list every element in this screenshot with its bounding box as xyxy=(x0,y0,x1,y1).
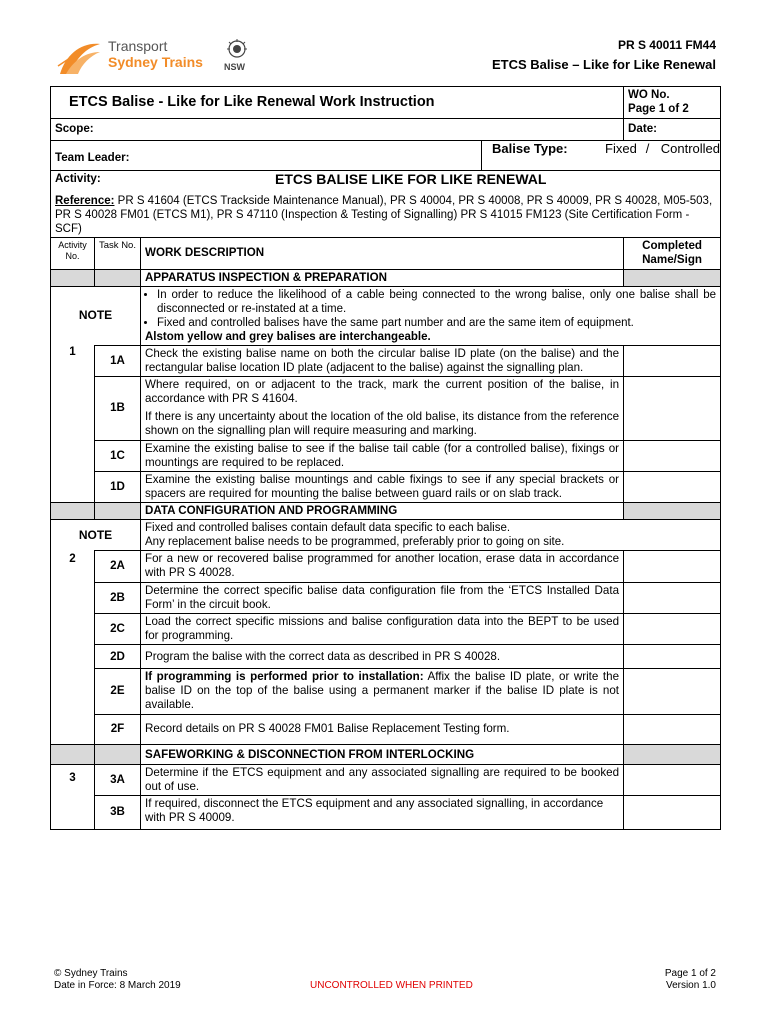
balise-type-controlled[interactable]: Controlled xyxy=(660,141,721,156)
footer-uncontrolled: UNCONTROLLED WHEN PRINTED xyxy=(310,980,473,991)
completed-cell-1b[interactable] xyxy=(624,377,721,441)
completed-cell-2e[interactable] xyxy=(624,669,721,714)
section-heading-1: APPARATUS INSPECTION & PREPARATION xyxy=(141,269,624,286)
col-activity-no: Activity No. xyxy=(51,237,95,269)
task-no-3a: 3A xyxy=(95,764,141,795)
task-text-3a: Determine if the ETCS equipment and any associated signalling are required to be booked out of use. xyxy=(141,764,624,795)
activity-title: ETCS BALISE LIKE FOR LIKE RENEWAL xyxy=(275,171,547,187)
col-task-no: Task No. xyxy=(95,237,141,269)
activity-number-2: 2 xyxy=(51,551,95,744)
task-text-2c: Load the correct specific missions and balise configuration data into the BEPT to be used for programming. xyxy=(141,613,624,644)
task-text-1a: Check the existing balise name on both the circular balise ID plate (on the balise) and the rectangular balise location ID plate (adjacent to the balise) against the signalling plan. xyxy=(141,345,624,376)
activity-row xyxy=(51,171,721,193)
task-no-2a: 2A xyxy=(95,551,141,582)
footer-left xyxy=(54,968,181,992)
task-text-2f: Record details on PR S 40028 FM01 Balise Replacement Testing form. xyxy=(141,714,624,744)
task-text-2a: For a new or recovered balise programmed for another location, erase data in accordance with PR S 40028. xyxy=(141,551,624,582)
activity-number-1: 1 xyxy=(51,345,95,502)
task-text-1b-p1: Where required, on or adjacent to the track, mark the current position of the balise, in accordance with PR S 41604. xyxy=(145,378,620,406)
logo-nsw-text: NSW xyxy=(224,62,245,72)
footer-copyright: © Sydney Trains xyxy=(54,968,128,979)
section-heading-2: DATA CONFIGURATION AND PROGRAMMING xyxy=(141,503,624,520)
document-code: PR S 40011 FM44 xyxy=(617,38,716,52)
task-text-3b: If required, disconnect the ETCS equipment and any associated signalling, in accordance with PR S 40009. xyxy=(141,795,624,829)
completed-cell-3a[interactable] xyxy=(624,764,721,795)
task-text-1d: Examine the existing balise mountings and cable fixings to see if any special brackets or spacers are required for mounting the balise between guard rails or on slab track. xyxy=(141,471,624,502)
balise-type-field[interactable] xyxy=(482,141,721,171)
task-no-2c: 2C xyxy=(95,613,141,644)
nsw-government-logo xyxy=(218,38,256,76)
team-leader-field[interactable]: Team Leader: xyxy=(51,141,482,171)
note-2 xyxy=(141,520,721,551)
balise-type-separator: / xyxy=(645,141,650,156)
balise-type-label: Balise Type: xyxy=(492,141,568,156)
note-1-bullet-1: • In order to reduce the likelihood of a cable being connected to the wrong balise, only one balise shall be disconnected or re-instated at a time. xyxy=(157,288,716,316)
reference-cell xyxy=(51,193,721,238)
note-2-line-2: Any replacement balise needs to be programmed, preferably prior to going on site. xyxy=(145,536,565,549)
wo-label: WO No. xyxy=(628,89,670,101)
task-text-2e-body: Affix the balise ID plate, or write the balise ID on the top of the balise using a permanent marker if the balise ID plate is not available. xyxy=(145,670,620,712)
scope-field[interactable]: Scope: xyxy=(51,119,624,141)
completed-cell-2a[interactable] xyxy=(624,551,721,582)
task-text-1b-p2: If there is any uncertainty about the location of the old balise, its distance from the reference shown on the signalling plan will require measuring and marking. xyxy=(145,410,620,438)
logo-brand-line1: Transport xyxy=(108,38,168,54)
task-text-2b: Determine the correct specific balise data configuration file from the ‘ETCS Installed Data Form’ in the circuit book. xyxy=(141,582,624,613)
note-1 xyxy=(141,286,721,345)
logo-brand-line2: Sydney Trains xyxy=(108,54,203,70)
note-1-bold: Alstom yellow and grey balises are interchangeable. xyxy=(145,330,431,343)
completed-cell-1d[interactable] xyxy=(624,471,721,502)
task-no-2b: 2B xyxy=(95,582,141,613)
balise-type-fixed[interactable]: Fixed xyxy=(605,141,637,156)
completed-cell-2c[interactable] xyxy=(624,613,721,644)
note-1-bullet-2: • Fixed and controlled balises have the same part number and are the same item of equipment. xyxy=(157,316,716,330)
form-title: ETCS Balise - Like for Like Renewal Work Instruction xyxy=(51,87,624,119)
note-label-2: NOTE xyxy=(51,520,141,551)
note-label-1: NOTE xyxy=(51,286,141,345)
task-no-2f: 2F xyxy=(95,714,141,744)
transport-sydney-trains-logo xyxy=(56,36,216,78)
footer-date-in-force: Date in Force: 8 March 2019 xyxy=(54,980,181,991)
task-no-1c: 1C xyxy=(95,440,141,471)
task-text-2d: Program the balise with the correct data as described in PR S 40028. xyxy=(141,645,624,669)
task-text-2e xyxy=(141,669,624,714)
completed-cell-1a[interactable] xyxy=(624,345,721,376)
section-heading-3: SAFEWORKING & DISCONNECTION FROM INTERLOCKING xyxy=(141,744,624,764)
task-no-1b: 1B xyxy=(95,377,141,441)
task-text-1c: Examine the existing balise to see if the balise tail cable (for a controlled balise), fixings or mountings are required to be replaced. xyxy=(141,440,624,471)
footer-page: Page 1 of 2 xyxy=(664,968,716,979)
col-work-description: WORK DESCRIPTION xyxy=(141,237,624,269)
reference-text: PR S 41604 (ETCS Trackside Maintenance Manual), PR S 40004, PR S 40008, PR S 40009, PR S 40028, M05-503, PR S 40028 FM01 (ETCS M1), PR S 47110 (Inspection & Testing of Signalling) PR S 41015 FM123 (Site Certification Form - SCF) xyxy=(55,194,713,235)
note-2-line-1: Fixed and controlled balises contain default data specific to each balise. xyxy=(145,522,511,535)
waratah-icon xyxy=(218,38,256,64)
date-field[interactable]: Date: xyxy=(624,119,721,141)
completed-cell-2b[interactable] xyxy=(624,582,721,613)
completed-cell-2f[interactable] xyxy=(624,714,721,744)
task-no-1d: 1D xyxy=(95,471,141,502)
col-completed: Completed Name/Sign xyxy=(624,237,721,269)
task-text-2e-bold: If programming is performed prior to installation: xyxy=(145,670,424,684)
footer-version: Version 1.0 xyxy=(665,980,716,991)
activity-label: Activity: xyxy=(55,171,101,185)
task-no-1a: 1A xyxy=(95,345,141,376)
completed-cell-1c[interactable] xyxy=(624,440,721,471)
reference-label: Reference: xyxy=(55,194,115,207)
work-instruction-table xyxy=(50,86,721,830)
task-no-3b: 3B xyxy=(95,795,141,829)
task-no-2d: 2D xyxy=(95,645,141,669)
document-header-title: ETCS Balise – Like for Like Renewal xyxy=(492,57,716,72)
page-label: Page 1 of 2 xyxy=(628,103,689,116)
task-no-2e: 2E xyxy=(95,669,141,714)
wo-number-cell[interactable] xyxy=(624,87,721,119)
completed-cell-3b[interactable] xyxy=(624,795,721,829)
activity-number-3: 3 xyxy=(51,764,95,829)
footer-right xyxy=(665,968,716,992)
task-text-1b xyxy=(141,377,624,441)
completed-cell-2d[interactable] xyxy=(624,645,721,669)
